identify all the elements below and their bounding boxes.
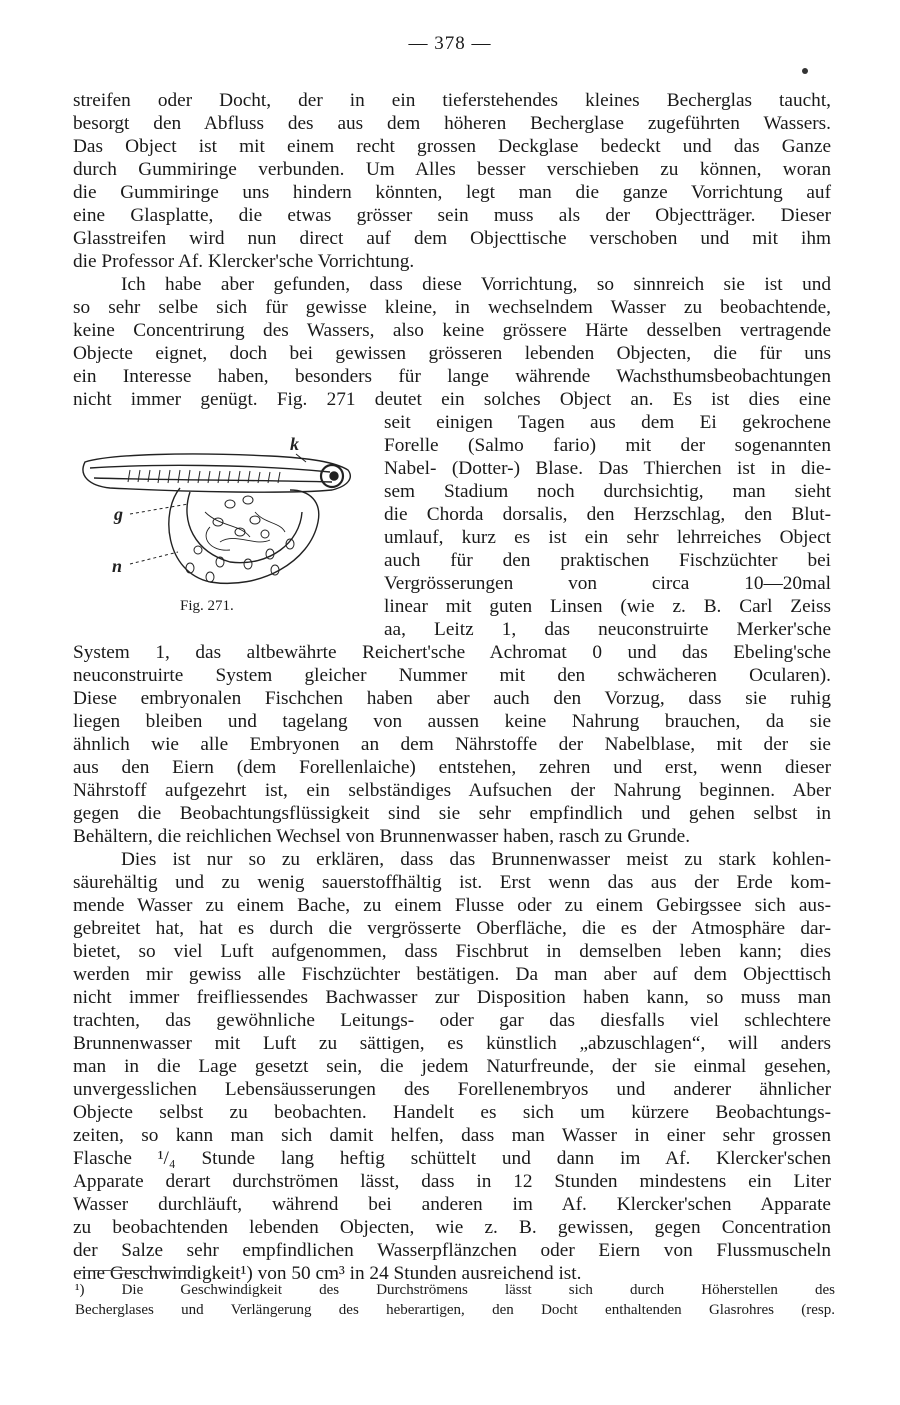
- text-line: Dies ist nur so zu erklären, dass das Brunnenwasser meist zu stark kohlen-: [121, 849, 831, 870]
- text-line: bietet, so viel Luft aufgenommen, dass Fischbrut in demselben leben kann; dies: [73, 941, 831, 962]
- text-line: unvergesslichen Lebensäusserungen des Forellenembryos und anderer ähnlicher: [73, 1079, 831, 1100]
- text-line: sem Stadium noch durchsichtig, man sieht: [384, 481, 831, 502]
- text-line: auch für den praktischen Fischzüchter bei: [384, 550, 831, 571]
- text-line: ein Interesse haben, besonders für lange währende Wachsthumsbeobachtungen: [73, 366, 831, 387]
- text-line: so sehr selbe sich für gewisse kleine, in wechselndem Wasser zu beobachtende,: [73, 297, 831, 318]
- text-line: zeiten, so kann man sich damit helfen, dass man Wasser in einer sehr grossen: [73, 1125, 831, 1146]
- text-line: Objecte selbst zu beobachten. Handelt es sich um kürzere Beobachtungs-: [73, 1102, 831, 1123]
- text-line: liegen bleiben und tagelang von aussen keine Nahrung brauchen, da sie: [73, 711, 831, 732]
- trout-embryo-figure: [70, 432, 360, 662]
- text-line: ähnlich wie alle Embryonen an dem Nährstoffe der Nabelblase, mit der sie: [73, 734, 831, 755]
- text-line: Glasstreifen wird nun direct auf dem Objecttische verschoben und mit ihm: [73, 228, 831, 249]
- text-line: die Chorda dorsalis, den Herzschlag, den Blut-: [384, 504, 831, 525]
- text-line: man in die Lage gesetzt sein, die jedem Naturfreunde, der sie einmal gesehen,: [73, 1056, 831, 1077]
- text-line: aus den Eiern (dem Forellenlaiche) entstehen, zehren und erst, wenn dieser: [73, 757, 831, 778]
- text-line: werden mir gewiss alle Fischzüchter bestätigen. Da man aber auf dem Objecttisch: [73, 964, 831, 985]
- text-line: Apparate derart durchströmen lässt, dass in 12 Stunden mindestens ein Liter: [73, 1171, 831, 1192]
- text-line: Behältern, die reichlichen Wechsel von Brunnenwasser haben, rasch zu Grunde.: [73, 826, 691, 847]
- text-line: Das Object ist mit einem recht grossen Deckglase bedeckt und das Ganze: [73, 136, 831, 157]
- text-line: linear mit guten Linsen (wie z. B. Carl Zeiss: [384, 596, 831, 617]
- figure-label-k: k: [290, 434, 299, 454]
- figure-label-g: g: [114, 504, 123, 524]
- text-line: Forelle (Salmo fario) mit der sogenannten: [384, 435, 831, 456]
- text-line: seit einigen Tagen aus dem Ei gekrochene: [384, 412, 831, 433]
- text-line: Flasche ¹/₄ Stunde lang heftig schüttelt und dann im Af. Klercker'schen: [73, 1148, 831, 1169]
- text-line: Vergrösserungen von circa 10—20mal: [384, 573, 831, 594]
- text-line: säurehältig und zu wenig sauerstoffhältig ist. Erst wenn das aus der Erde kom-: [73, 872, 831, 893]
- text-line: streifen oder Docht, der in ein tieferstehendes kleines Becherglas taucht,: [73, 90, 831, 111]
- text-line: Nabel- (Dotter-) Blase. Das Thierchen ist in die-: [384, 458, 831, 479]
- text-line: die Professor Af. Klercker'sche Vorrichtung.: [73, 251, 415, 272]
- footnote-line: ¹) Die Geschwindigkeit des Durchströmens lässt sich durch Höherstellen des: [75, 1282, 835, 1298]
- text-line: Brunnenwasser mit Luft zu sättigen, es künstlich „abzuschlagen“, will anders: [73, 1033, 831, 1054]
- text-line: die Gummiringe uns hindern könnten, legt man die ganze Vorrichtung auf: [73, 182, 831, 203]
- text-line: gegen die Beobachtungsflüssigkeit sind sie sehr empfindlich und gehen selbst in: [73, 803, 831, 824]
- text-line: System 1, das altbewährte Reichert'sche Achromat 0 und das Ebeling'sche: [73, 642, 831, 663]
- text-line: zu beobachtenden lebenden Objecten, wie z. B. gewissen, gegen Concentration: [73, 1217, 831, 1238]
- text-line: Diese embryonalen Fischchen haben aber auch den Vorzug, dass sie ruhig: [73, 688, 831, 709]
- text-line: aa, Leitz 1, das neuconstruirte Merker'sche: [384, 619, 831, 640]
- text-line: besorgt den Abfluss des aus dem höheren Becherglase zugeführten Wassers.: [73, 113, 831, 134]
- text-line: durch Gummiringe verbunden. Um Alles besser verschieben zu können, woran: [73, 159, 831, 180]
- text-line: nicht immer freifliessendes Bachwasser zur Disposition haben kann, so muss man: [73, 987, 831, 1008]
- text-line: umlauf, kurz es ist ein sehr lehrreiches Object: [384, 527, 831, 548]
- ink-speck: [802, 68, 808, 74]
- text-line: Wasser durchläuft, während bei anderen im Af. Klercker'schen Apparate: [73, 1194, 831, 1215]
- text-line: nicht immer genügt. Fig. 271 deutet ein solches Object an. Es ist dies eine: [73, 389, 831, 410]
- text-line: neuconstruirte System gleicher Nummer mit den schwächeren Ocularen).: [73, 665, 831, 686]
- text-line: eine Geschwindigkeit¹) von 50 cm³ in 24 Stunden ausreichend ist.: [73, 1263, 582, 1284]
- text-line: der Salze sehr empfindlichen Wasserpflänzchen oder Eiern von Flussmuscheln: [73, 1240, 831, 1261]
- text-line: mende Wasser zu einem Bache, zu einem Flusse oder zu einem Gebirgssee sich aus-: [73, 895, 831, 916]
- text-line: eine Glasplatte, die etwas grösser sein muss als der Objectträger. Dieser: [73, 205, 831, 226]
- text-line: Nährstoff aufgezehrt ist, ein selbständiges Aufsuchen der Nahrung beginnen. Aber: [73, 780, 831, 801]
- text-line: keine Concentrirung des Wassers, also keine grössere Härte desselben vertragende: [73, 320, 831, 341]
- footnote-line: Becherglases und Verlängerung des heberartigen, den Docht enthaltenden Glasrohres (resp.: [75, 1302, 835, 1318]
- footnote-rule: [80, 1270, 192, 1271]
- figure-label-n: n: [112, 556, 123, 576]
- page-number: — 378 —: [408, 33, 492, 54]
- text-line: Ich habe aber gefunden, dass diese Vorrichtung, so sinnreich sie ist und: [121, 274, 831, 295]
- text-line: Objecte eignet, doch bei gewissen grösseren lebenden Objecten, die für uns: [73, 343, 831, 364]
- figure-caption: Fig. 271.: [180, 598, 234, 614]
- text-line: gebreitet hat, hat es durch die vergrösserte Oberfläche, die es der Atmosphäre dar-: [73, 918, 831, 939]
- text-line: trachten, das gewöhnliche Leitungs- oder gar das diesfalls viel schlechtere: [73, 1010, 831, 1031]
